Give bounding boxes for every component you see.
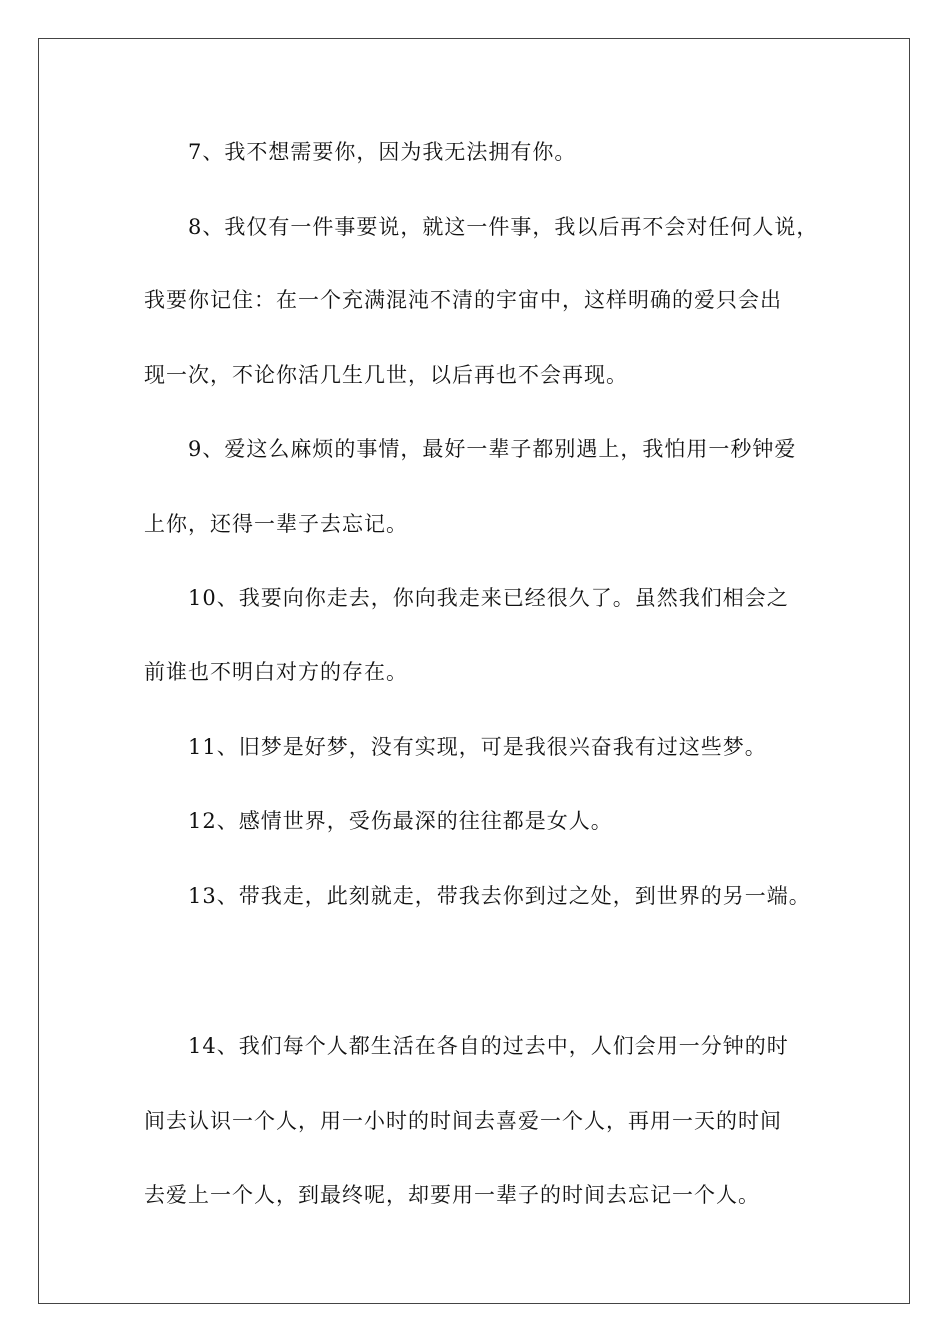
quote-9-line-2: 上你，还得一辈子去忘记。 [144, 512, 408, 536]
quote-8-line-2: 我要你记住：在一个充满混沌不清的宇宙中，这样明确的爱只会出 [144, 288, 782, 312]
quote-10-line-2: 前谁也不明白对方的存在。 [144, 660, 408, 684]
quote-14-line-2: 间去认识一个人，用一小时的时间去喜爱一个人，再用一天的时间 [144, 1109, 782, 1133]
quote-14-line-3: 去爱上一个人，到最终呢，却要用一辈子的时间去忘记一个人。 [144, 1183, 760, 1207]
quote-8-line-1: 8、我仅有一件事要说，就这一件事，我以后再不会对任何人说， [188, 215, 819, 239]
quote-13-line-1: 13、带我走，此刻就走，带我去你到过之处，到世界的另一端。 [188, 884, 811, 908]
quote-12-line-1: 12、感情世界，受伤最深的往往都是女人。 [188, 809, 613, 833]
quote-11-line-1: 11、旧梦是好梦，没有实现，可是我很兴奋我有过这些梦。 [188, 735, 767, 759]
quote-9-line-1: 9、爱这么麻烦的事情，最好一辈子都别遇上，我怕用一秒钟爱 [188, 437, 797, 461]
quote-8-line-3: 现一次，不论你活几生几世，以后再也不会再现。 [144, 363, 628, 387]
quote-10-line-1: 10、我要向你走去，你向我走来已经很久了。虽然我们相会之 [188, 586, 789, 610]
quote-7-line-1: 7、我不想需要你，因为我无法拥有你。 [188, 140, 577, 164]
quote-14-line-1: 14、我们每个人都生活在各自的过去中，人们会用一分钟的时 [188, 1034, 789, 1058]
